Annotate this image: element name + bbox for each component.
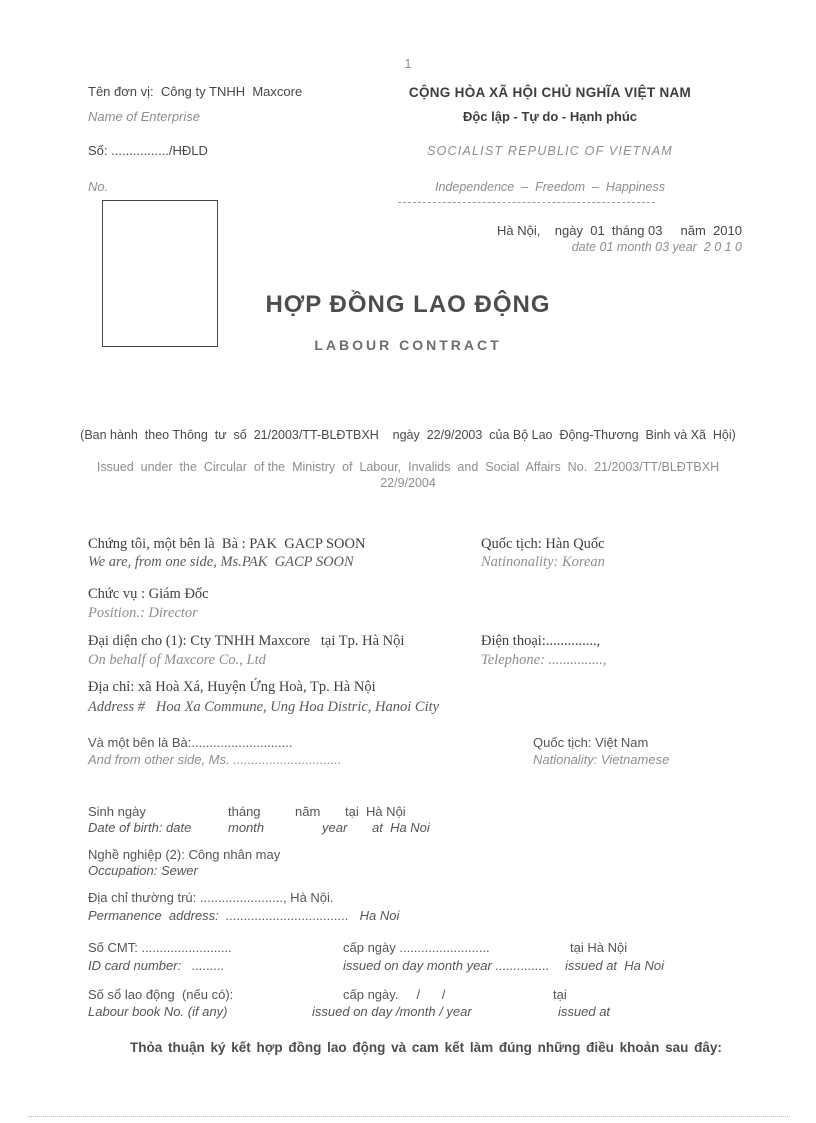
id-card-number-field: Số CMT: ......................... bbox=[88, 940, 232, 955]
occupation-vi: Nghề nghiệp (2): Công nhân may bbox=[88, 847, 281, 862]
circular-reference-vi: (Ban hành theo Thông tư số 21/2003/TT-BLĐTBXH ngày 22/9/2003 của Bộ Lao Động-Thương Binh và Xã Hội) bbox=[80, 428, 736, 442]
id-card-number-field-en: ID card number: ......... bbox=[88, 958, 225, 973]
employer-onbehalf-en: On behalf of Maxcore Co., Ltd bbox=[88, 652, 266, 668]
contract-number-label-en: No. bbox=[88, 179, 109, 194]
employer-address-vi: Địa chỉ: xã Hoà Xá, Huyện Ứng Hoà, Tp. Hà Nội bbox=[88, 679, 376, 695]
circular-reference-en: Issued under the Circular of the Ministry of Labour, Invalids and Social Affairs No. 21/2003/TT/BLĐTBXH bbox=[96, 460, 720, 474]
permanent-address-field-en: Permanence address: .................................. Ha Noi bbox=[88, 908, 400, 923]
employee-name-field-en: And from other side, Ms. .............................. bbox=[88, 752, 342, 767]
enterprise-name-label: Tên đơn vị: Công ty TNHH Maxcore bbox=[88, 84, 303, 99]
id-card-issued-field: cấp ngày ......................... bbox=[343, 940, 490, 955]
agreement-statement: Thỏa thuận ký kết hợp đồng lao động và cam kết làm đúng những điều khoản sau đây: bbox=[130, 1040, 722, 1055]
labour-book-field-en: Labour book No. (if any) bbox=[88, 1004, 228, 1019]
contract-number-field: Số: ................/HĐLD bbox=[88, 143, 208, 158]
page-number: 1 bbox=[404, 57, 412, 71]
occupation-en: Occupation: Sewer bbox=[88, 863, 198, 878]
birth-label-vi: Sinh ngày bbox=[88, 804, 146, 819]
employer-nationality-vi: Quốc tịch: Hàn Quốc bbox=[481, 536, 605, 552]
national-motto-en: Independence – Freedom – Happiness bbox=[434, 180, 665, 194]
labour-book-issued-field: cấp ngày. / / bbox=[343, 987, 446, 1002]
employer-phone-field-en: Telephone: ..............., bbox=[481, 652, 607, 668]
employer-phone-field: Điện thoại:.............., bbox=[481, 633, 601, 649]
birth-year-vi: năm bbox=[295, 804, 321, 819]
photo-box bbox=[102, 200, 218, 347]
employer-position-en: Position.: Director bbox=[88, 605, 198, 621]
labour-book-place-vi: tại bbox=[553, 987, 567, 1002]
circular-reference-en-date: 22/9/2004 bbox=[380, 476, 436, 490]
birth-place-vi: tại Hà Nội bbox=[345, 804, 406, 819]
employer-position-vi: Chức vụ : Giám Đốc bbox=[88, 586, 209, 602]
employer-address-en: Address # Hoa Xa Commune, Ung Hoa Distric, Hanoi City bbox=[88, 699, 440, 715]
birth-month-en: month bbox=[228, 820, 265, 835]
employee-name-field: Và một bên là Bà:............................ bbox=[88, 735, 293, 750]
birth-month-vi: tháng bbox=[228, 804, 261, 819]
national-header-en: SOCIALIST REPUBLIC OF VIETNAM bbox=[427, 144, 673, 158]
id-card-place-vi: tại Hà Nội bbox=[570, 940, 628, 955]
document-title-vi: HỢP ĐỒNG LAO ĐỘNG bbox=[265, 291, 551, 318]
employee-nationality-en: Nationality: Vietnamese bbox=[533, 752, 670, 767]
dateline-vi: Hà Nội, ngày 01 tháng 03 năm 2010 bbox=[497, 223, 742, 238]
labour-book-place-en: issued at bbox=[558, 1004, 611, 1019]
employer-nationality-en: Natinonality: Korean bbox=[481, 554, 605, 570]
employer-name-vi: Chứng tôi, một bên là Bà : PAK GACP SOON bbox=[88, 536, 366, 552]
document-title-en: LABOUR CONTRACT bbox=[314, 337, 502, 353]
permanent-address-field: Địa chỉ thường trú: ......................., Hà Nội. bbox=[88, 890, 334, 905]
birth-year-en: year bbox=[322, 820, 348, 835]
employer-onbehalf-vi: Đại diện cho (1): Cty TNHH Maxcore tại Tp. Hà Nội bbox=[88, 633, 405, 649]
employee-nationality-vi: Quốc tịch: Việt Nam bbox=[533, 735, 649, 750]
id-card-place-en: issued at Ha Noi bbox=[565, 958, 664, 973]
labour-book-field: Số sổ lao động (nếu có): bbox=[88, 987, 234, 1002]
national-header-vi: CỘNG HÒA XÃ HỘI CHỦ NGHĨA VIỆT NAM bbox=[408, 85, 692, 100]
motto-underline bbox=[398, 202, 655, 203]
employer-name-en: We are, from one side, Ms.PAK GACP SOON bbox=[88, 554, 354, 570]
birth-place-en: at Ha Noi bbox=[372, 820, 430, 835]
id-card-issued-field-en: issued on day month year ............... bbox=[343, 958, 550, 973]
enterprise-name-label-en: Name of Enterprise bbox=[88, 109, 200, 124]
national-motto-vi: Độc lập - Tự do - Hạnh phúc bbox=[462, 109, 638, 124]
labour-book-issued-field-en: issued on day /month / year bbox=[312, 1004, 472, 1019]
birth-label-en: Date of birth: date bbox=[88, 820, 192, 835]
dateline-en: date 01 month 03 year 2 0 1 0 bbox=[571, 240, 742, 254]
page-bottom-border bbox=[28, 1116, 790, 1117]
